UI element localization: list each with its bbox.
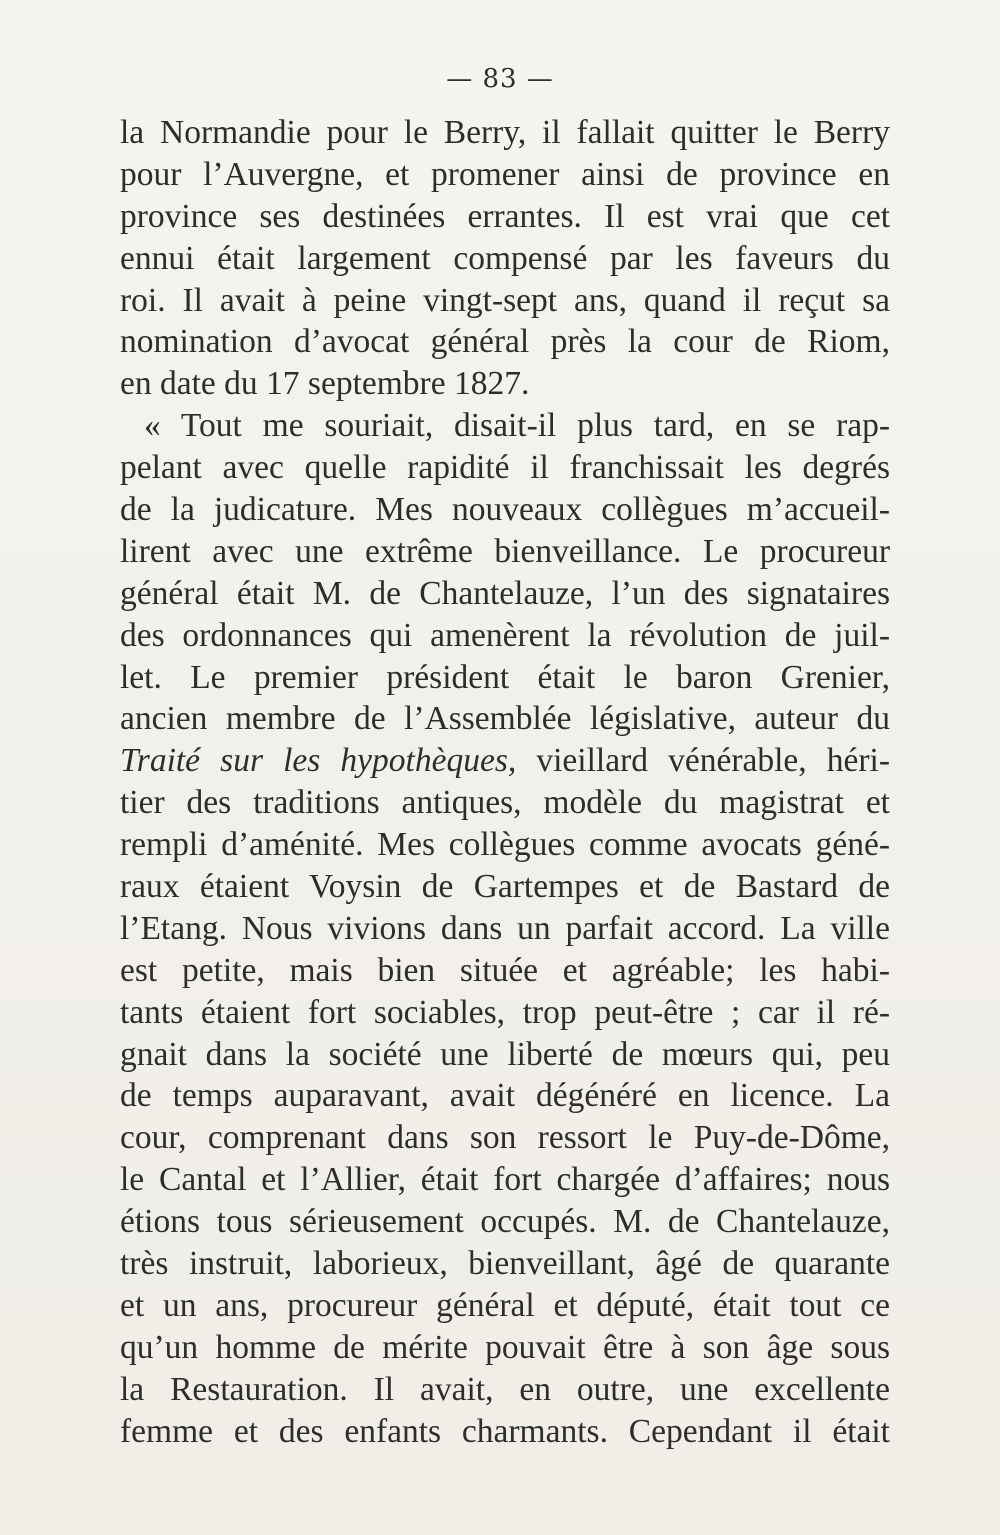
text-line: ennui était largement compensé par les faveurs du: [120, 239, 890, 277]
text-line: femme et des enfants charmants. Cependant il était: [120, 1412, 890, 1450]
text-line: province ses destinées errantes. Il est vrai que cet: [120, 197, 890, 235]
text-line: roi. Il avait à peine vingt-sept ans, quand il reçut sa: [120, 281, 890, 319]
text-line: de temps auparavant, avait dégénéré en licence. La: [120, 1077, 890, 1115]
text-line: raux étaient Voysin de Gartempes et de Bastard de: [120, 868, 890, 906]
text-line: let. Le premier président était le baron Grenier,: [120, 658, 890, 696]
text-line: lirent avec une extrême bienveillance. Le procureur: [120, 532, 890, 570]
text-line: pour l’Auvergne, et promener ainsi de province en: [120, 155, 890, 193]
text-line: qu’un homme de mérite pouvait être à son âge sous: [120, 1328, 890, 1366]
text-line: gnait dans la société une liberté de mœurs qui, peu: [120, 1035, 890, 1073]
text-line: ancien membre de l’Assemblée législative, auteur du: [120, 700, 890, 738]
text-line: « Tout me souriait, disait-il plus tard, en se rap-: [144, 407, 890, 445]
text-line-rest: vieillard vénérable, héri-: [516, 742, 890, 780]
text-line: très instruit, laborieux, bienveillant, âgé de quarante: [120, 1245, 890, 1283]
text-line: [120, 740, 890, 782]
text-line: étions tous sérieusement occupés. M. de Chantelauze,: [120, 1203, 890, 1241]
text-line: le Cantal et l’Allier, était fort chargée d’affaires; nous: [120, 1161, 890, 1199]
text-line: nomination d’avocat général près la cour de Riom,: [120, 323, 890, 361]
text-line: de la judicature. Mes nouveaux collègues m’accueil-: [120, 491, 890, 529]
italic-title: Traité sur les hypothèques,: [120, 742, 517, 780]
text-line: des ordonnances qui amenèrent la révolution de juil-: [120, 616, 890, 654]
text-line: tants étaient fort sociables, trop peut-être ; car il ré-: [120, 993, 890, 1031]
text-line: l’Etang. Nous vivions dans un parfait accord. La ville: [120, 909, 890, 947]
text-line: la Normandie pour le Berry, il fallait quitter le Berry: [120, 114, 890, 151]
text-line: tier des traditions antiques, modèle du magistrat et: [120, 784, 890, 822]
body-text: [120, 112, 890, 1453]
text-line: cour, comprenant dans son ressort le Puy-de-Dôme,: [120, 1119, 890, 1157]
text-line: rempli d’aménité. Mes collègues comme avocats géné-: [120, 826, 890, 864]
text-line: pelant avec quelle rapidité il franchissait les degrés: [120, 449, 890, 487]
text-line: la Restauration. Il avait, en outre, une excellente: [120, 1370, 890, 1408]
text-line: et un ans, procureur général et député, était tout ce: [120, 1286, 890, 1324]
text-line: général était M. de Chantelauze, l’un des signataires: [120, 574, 890, 612]
text-line: en date du 17 septembre 1827.: [120, 365, 530, 403]
text-line: est petite, mais bien située et agréable; les habi-: [120, 951, 890, 989]
page-number: — 83 —: [446, 64, 554, 94]
